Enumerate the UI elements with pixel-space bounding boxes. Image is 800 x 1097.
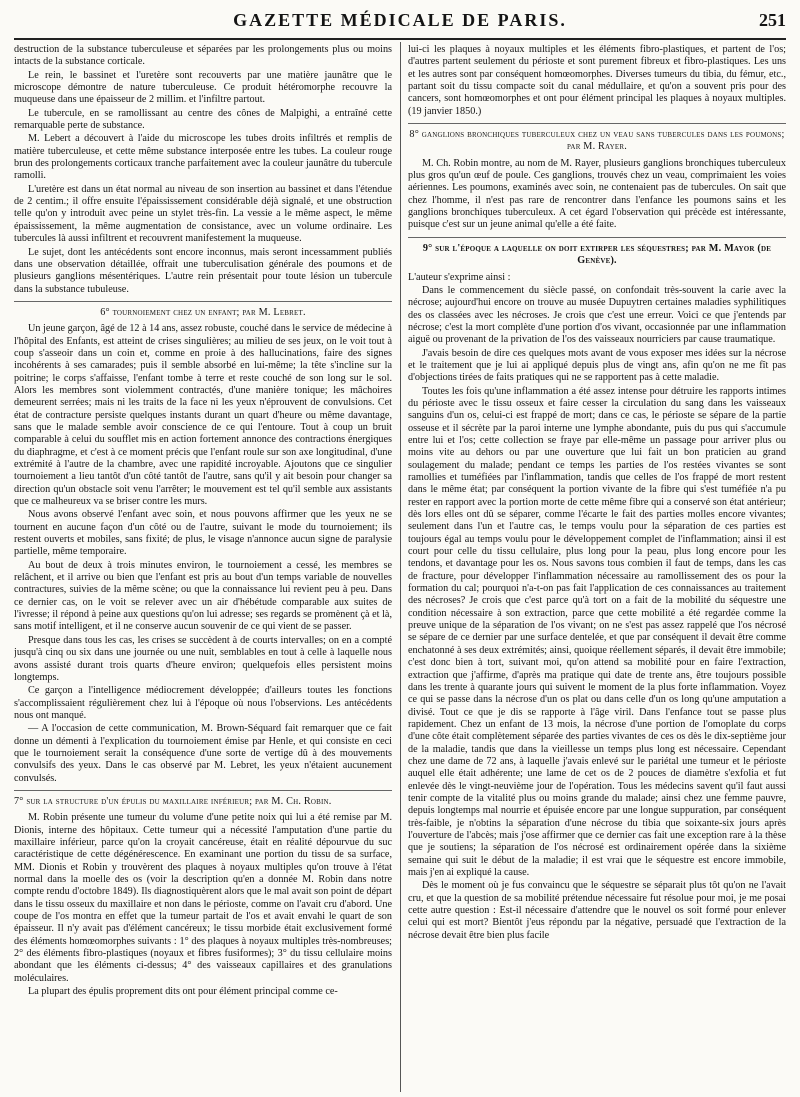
column-divider bbox=[400, 42, 401, 1092]
paragraph: destruction de la substance tuberculeuse et séparées par les prolongements plus ou moins intacts de la substance corticale. bbox=[14, 44, 392, 68]
section-heading-8: 8° ganglions bronchiques tuberculeux chez un veau sans tubercules dans les poumons; par M. Rayer. bbox=[408, 123, 786, 154]
paragraph: Le sujet, dont les antécédents sont encore inconnus, mais seront incessamment publiés dans une observation détaillée, offrait une tuberculisation générale des poumons et de plusieurs ganglions mésentériques. L'autre rein présentait pour toute lésion un tubercule dans la substance tubuleuse. bbox=[14, 246, 392, 295]
page-header bbox=[14, 10, 786, 40]
paragraph: Dans le commencement du siècle passé, on confondait très-souvent la carie avec la nécrose; aujourd'hui encore on trouve au musée Dupuytren certaines maladies syphilitiques des os classées avec les nécroses. Je crois que c'est une erreur. Voici ce que j'entends par nécrose; c'est la mort complète d'une portion d'os vivant, occasionnée par une inflammation aiguë ou provenant de la privation de l'os des vaisseaux nourriciers par cause traumatique. bbox=[408, 284, 786, 346]
paragraph: Un jeune garçon, âgé de 12 à 14 ans, assez robuste, couché dans le service de médecine à l'hôpital des Enfants, est atteint de crises singulières; au milieu de ses jeux, on le voit tout à coup s'asseoir dans un coin et, comme en proie à des hallucinations, faire des signes incohérents à ses camarades; puis il semble absorbé en lui-même; la tête s'incline sur la poitrine; le corps s'affaisse, l'enfant tombe à terre et reste couché de son long sur le sol. Alors les membres sont violemment contractés, d'une manière tonique; les mâchoires demeurent serrées; mais ni les traits de la face ni les yeux n'éprouvent de convulsions. Cet état de contracture persiste quelques instants durant un quart d'heure ou même davantage, sans que le malade semble avoir conscience de ce qui l'entoure. Tout à coup un bruit comparable à celui du soufflet mis en action fortement annonce des contractions énergiques du diaphragme, et c'est à ce moment précis que l'enfant roule sur son axe longitudinal, d'une extrémité à l'autre de la chambre, avec une rapidité incroyable. Ajoutons que ce singulier tournoiement a lieu tantôt d'un côté tantôt de l'autre, sans qu'il y ait besoin pour changer sa direction qu'un obstacle soit venu l'arrêter; le mouvement est tel qu'il semble aux assistants que ce malheureux va se briser contre les murs. bbox=[14, 323, 392, 508]
paragraph: Le tubercule, en se ramollissant au centre des cônes de Malpighi, a entraîné cette remarquable perte de substance. bbox=[14, 107, 392, 132]
paragraph: M. Ch. Robin montre, au nom de M. Rayer, plusieurs ganglions bronchiques tuberculeux plus gros qu'un œuf de poule. Ces ganglions, trouvés chez un veau, comprimaient les voies aériennes. Les poumons, examinés avec soin, ne contenaient pas de tubercules. On sait que chez l'homme, il n'est pas rare de rencontrer dans l'enfance les poumons sains et les ganglions bronchiques tuberculeux. A cet égard l'observation qui précède est intéressante, puisque c'est sur un jeune animal qu'elle a été faite. bbox=[408, 157, 786, 231]
section-heading-9: 9° sur l'époque a laquelle on doit extirper les séquestres; par M. Mayor (de Genève). bbox=[408, 237, 786, 268]
paragraph: Presque dans tous les cas, les crises se succèdent à de courts intervalles; on en a compté jusqu'à cinq ou six dans une journée ou une nuit, semblables en tout à celle à laquelle nous avons assisté durant trois quarts d'heure environ; quelquefois elles persistent moins longtemps. bbox=[14, 634, 392, 683]
paragraph: J'avais besoin de dire ces quelques mots avant de vous exposer mes idées sur la nécrose et le traitement que je lui ai appliqué depuis plus de vingt ans, afin qu'on ne me fît pas d'objections tirées de faits pratiques qui ne se rapportent pas à cette maladie. bbox=[408, 347, 786, 384]
paragraph: — A l'occasion de cette communication, M. Brown-Séquard fait remarquer que ce fait donne un démenti à l'explication du tournoiement émise par Henle, et qui consiste en ceci que le tournoiement serait la conséquence d'une sorte de vertige dû à des mouvements convulsifs des yeux. Dans le cas observé par M. Lebret, les yeux n'étaient aucunement convulsés. bbox=[14, 723, 392, 784]
paragraph: M. Lebert a découvert à l'aide du microscope les tubes droits infiltrés et remplis de matière tuberculeuse, et cette même substance interposée entre les tubes. La couleur rouge brun des prolongements corticaux tranche parfaitement avec la couleur jaunâtre du tubercule ramolli. bbox=[14, 133, 392, 182]
paragraph: Toutes les fois qu'une inflammation a été assez intense pour détruire les rapports intimes du périoste avec le tissu osseux et faire cesser la circulation du sang dans les vaisseaux sanguins d'un os, celui-ci est frappé de mort; dans ce cas, le périoste se sépare de la partie osseuse et il sécrète par la paroi interne une lymphe abondante, puis du pus qui s'accumule entre lui et l'os; cette collection se fraye par elle-même un passage pour arriver plus ou moins vite au dehors ou par une ouverture que lui fait un bon praticien au grand soulagement du malade; pendant ce temps les parties de l'os restées vivantes se sont ramollies et tuméfiées par l'inflammation, tandis que celles de l'os frappé de mort restent dans le même état; par conséquent la portion vivante de la fibre qui s'est tuméfiée n'a pu rester en rapport avec la portion morte de cette même fibre qui a conservé son état antérieur; dès lors elles ont dû se séparer, comme l'écarte le fait des parties molles encore vivantes; seulement dans l'un et l'autre cas, le temps voulu pour la séparation de ces parties est toujours égal au temps voulu pour le développement complet de l'inflammation; ainsi il est court pour celle du tissu cellulaire, plus long pour la peau, plus long encore pour les tendons, et davantage pour les os. Nous savons tous combien il faut de temps, dans les cas de fracture, pour développer l'inflammation nécessaire au ramollissement des os pour la formation du cal; pourquoi n'a-t-on pas fait l'application de ces connaissances au traitement des nécroses? Je crois que c'est parce qu'à tort on a fait de la mobilité du séquestre une condition nécessaire à son extraction, parce que cette mobilité a été regardée comme la preuve unique de la séparation de l'os vivant; on ne s'est pas assez rappelé que l'os nécrosé se sépare de ce dernier par une surface dentelée, et que par conséquent il devait être comme enchatonné à ses deux extrémités; ainsi, quoique réellement séparés, il devait être immobile; c'est donc bien à tort, suivant moi, qu'on attend sa mobilité pour en faire l'extraction, extraction que j'affirme, d'après ma pratique qui date de trente ans, être toujours possible dans les trente à quarante jours qui suivent le moment de la plus forte inflammation. Voyez ce qui se passe dans la nécrose d'un os plat ou dans celle d'un os long qu'une amputation a divisé. Tout ce que je dis se rapporte à l'âge viril. Dans l'enfance tout se passe plus rapidement. Chez un enfant de 13 mois, la nécrose d'une portion de l'omoplate du corps d'une côte était complètement séparée des parties vivantes de ces os dès le dix-septième jour de la maladie, tandis que dans la vieillesse un temps plus long est nécessaire. Cependant chez une dame de 72 ans, à laquelle j'avais enlevé sur le pariétal une tumeur et le périoste auquel elle était adhérente; une lame de cet os de 2 pouces de diamètre s'exfolia et fut enlevée dès le vingt-neuvième jour de l'opération. Tous les médecins savent qu'il faut aussi tenir compte de la vitalité plus ou moins grande du malade; ainsi chez une femme pauvre, depuis longtemps mal nourrie et épuisée encore par une longue suppuration, par conséquent très-faible, je n'obtins la séparation d'une nécrose du tibia que soixante-six jours après l'ouverture de l'abcès; mais j'ose affirmer que ce dernier cas fait une exception rare à la thèse que je soutiens; la séparation de l'os nécrosé est ordinairement opérée dans la sixième semaine qui suit le début de la maladie; il est vrai que le séquestre est encore immobile, mais j'en ai expliqué la cause. bbox=[408, 385, 786, 878]
paragraph: Dès le moment où je fus convaincu que le séquestre se séparait plus tôt qu'on ne l'avait cru, et que la question de sa mobilité prétendue nécessaire fut résolue pour moi, je me posai cette autre question : Est-il nécessaire d'attendre que le nouvel os soit formé pour enlever celui qui est mort? Bientôt j'eus répondu par la négative, persuadé que l'extraction de la nécrose devait être bien plus facile bbox=[408, 880, 786, 941]
section-heading-7: 7° sur la structure d'un épulis du maxillaire inférieur; par M. Ch. Robin. bbox=[14, 790, 392, 808]
paragraph: Nous avons observé l'enfant avec soin, et nous pouvons affirmer que les yeux ne se tournent en aucune façon d'un côté ou de l'autre, suivant le mode du tournoiement; ils restent ouverts et mobiles, sans fixité; de plus, le visage n'annonce aucun signe de paralysie partielle, même temporaire. bbox=[14, 509, 392, 558]
page-number: 251 bbox=[759, 10, 786, 30]
paragraph: Le rein, le bassinet et l'uretère sont recouverts par une matière jaunâtre que le microscope démontre de nature tuberculeuse. Ce produit hétéromorphe recouvre la muqueuse dans une épaisseur de 2 millim. et l'infiltre partout. bbox=[14, 69, 392, 106]
paragraph: L'auteur s'exprime ainsi : bbox=[408, 271, 511, 283]
section-heading-6: 6° tournoiement chez un enfant; par M. Lebret. bbox=[14, 301, 392, 319]
paragraph: Ce garçon a l'intelligence médiocrement développée; d'ailleurs toutes les fonctions s'accomplissaient régulièrement chez lui à l'époque où nous l'observions. Les antécédents nous ont manqué. bbox=[14, 685, 392, 721]
paragraph: La plupart des épulis proprement dits ont pour élément principal comme ce- bbox=[28, 986, 338, 998]
journal-title: GAZETTE MÉDICALE DE PARIS. bbox=[233, 10, 567, 30]
left-column bbox=[14, 44, 392, 1093]
paragraph: Au bout de deux à trois minutes environ, le tournoiement a cessé, les membres se relâchent, et il arrive ou bien que l'enfant est pris au bout d'un temps variable de nouvelles contractures, suivies de la même scène; ou que la connaissance lui revient peu à peu. Dans ce dernier cas, on le voit se relever avec un air d'hébétude comparable aux suites de l'ivresse; il répond à peine aux questions qu'on lui adresse; ses regards se promènent çà et là, sans motif intelligent, et il ne conserve aucun souvenir de ce qui vient de se passer. bbox=[14, 559, 392, 633]
paragraph: L'uretère est dans un état normal au niveau de son insertion au bassinet et dans l'étendue de 2 centim.; il offre ensuite l'épaississement considérable déjà signalé, et une obstruction telle qu'on y introduit avec peine un stylet très-fin. La vessie a le même aspect, le même épaississement, la même augmentation de consistance, avec un volume ordinaire. Les tubercules là aussi infiltrent et recouvrent manifestement la muqueuse. bbox=[14, 183, 392, 245]
paragraph: lui-ci les plaques à noyaux multiples et les éléments fibro-plastiques, et partent de l'os; d'autres partent seulement du périoste et sont purement fibreux et fibro-plastiques. Les uns et les autres sont par conséquent homœomorphes. Diverses tumeurs du tibia, du fémur, etc., partant soit du tissu compacte soit du canal médullaire, et qu'on a souvent pris pour des cancers, sont homœomorphes et ont pour élément principal les plaques à noyaux multiples. (19 janvier 1850.) bbox=[408, 44, 786, 117]
right-column bbox=[408, 44, 786, 1093]
paragraph: M. Robin présente une tumeur du volume d'une petite noix qui lui a été remise par M. Dionis, interne des hôpitaux. Cette tumeur qui a nécessité l'amputation d'une partie du maxillaire inférieur, parce qu'on la croyait cancéreuse, était en réalité dépourvue du suc caractéristique de cette dégénérescence. En examinant une portion du tissu de sa surface, MM. Dionis et Robin y trouvèrent des plaques à noyaux multiples qu'on trouve à l'état normal dans la moelle des os (voir la description qu'en a donnée M. Robin dans notre compte rendu d'octobre 1849). Ils diagnostiquèrent alors que le mal avait son point de départ dans le tissu osseux du maxillaire et non dans le périoste, comme on l'avait cru d'abord. Une coupe de l'os montra en effet que la tumeur partait de l'os et avait envahi le quart de son épaisseur. Il n'y avait pas d'élément cancéreux; le tissu morbide était exclusivement formé des éléments homœomorphes suivants : 1° des plaques à noyaux multiples très-nombreuses; 2° des éléments fibro-plastiques (noyaux et fibres fusiformes); 3° du tissu cellulaire moins abondant que les éléments ci-dessus; 4° des vaisseaux capillaires et des granulations moléculaires. bbox=[14, 812, 392, 984]
